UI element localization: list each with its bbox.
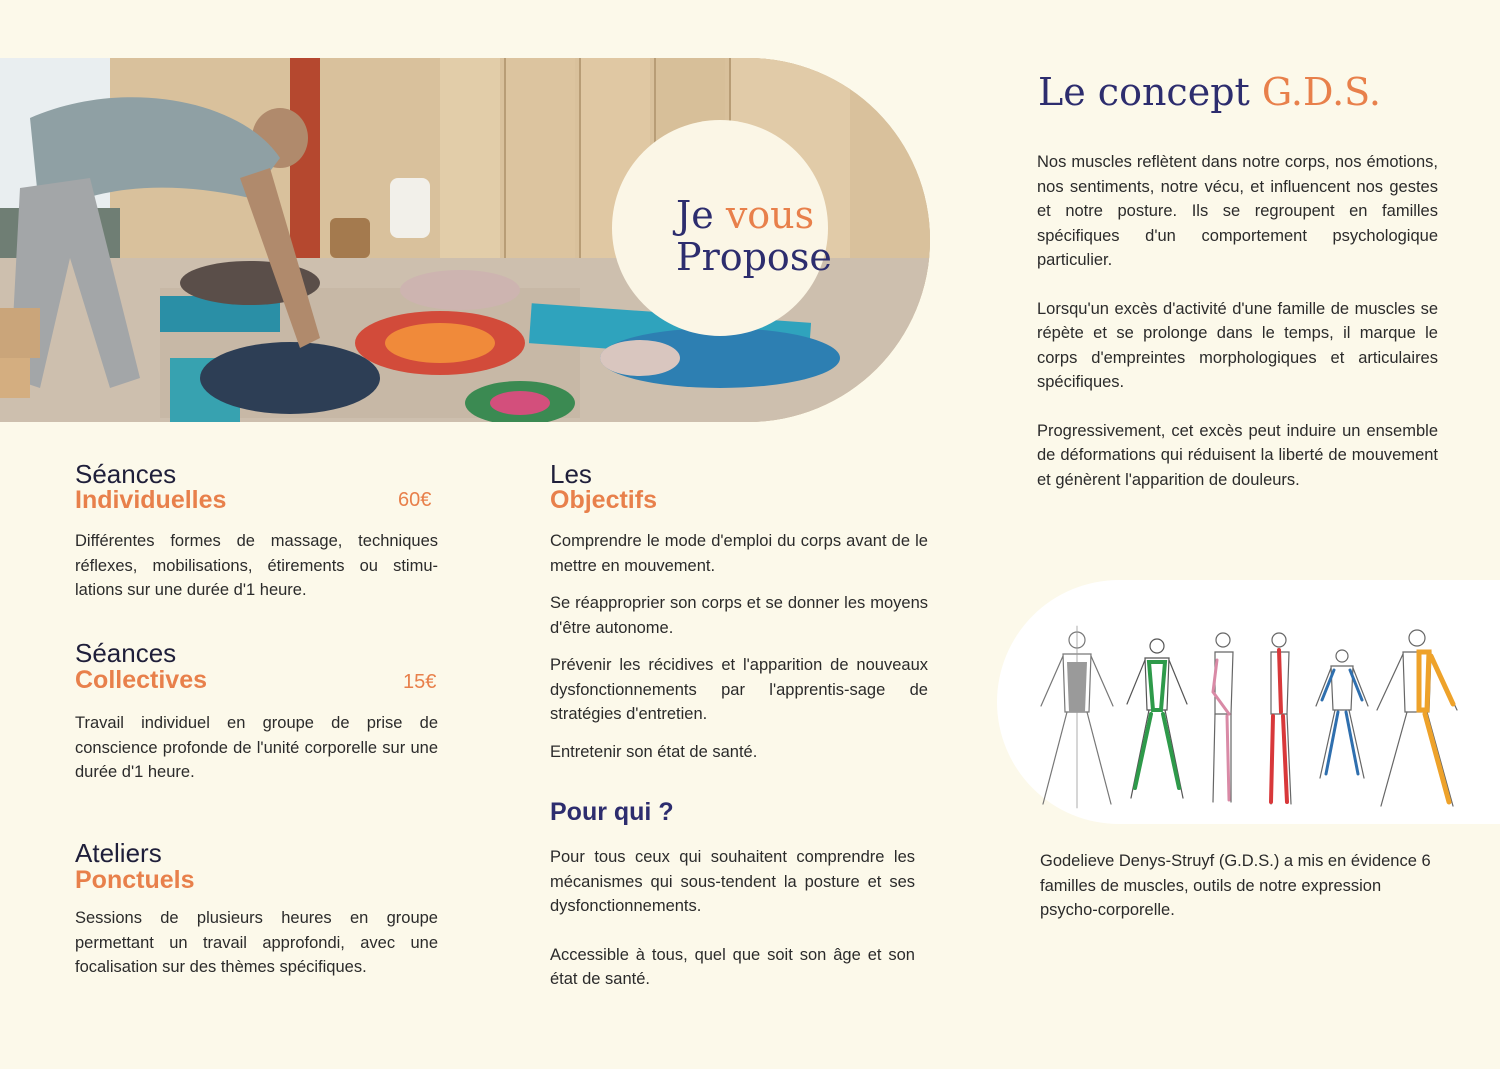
gds-caption: Godelieve Denys-Struyf (G.D.S.) a mis en évidence 6 familles de muscles, outils de notre expression psycho-corporelle. bbox=[1040, 852, 1431, 919]
muscle-families-panel bbox=[997, 580, 1500, 824]
individuelles-text: Différentes formes de massage, techniques réflexes, mobilisations, étirements ou stimu-lations sur une durée d'1 heure. bbox=[75, 532, 438, 599]
collectives-price: 15€ bbox=[403, 671, 437, 693]
propose-title-vous: vous bbox=[725, 193, 815, 237]
ponctuels-title: Ponctuels bbox=[75, 866, 195, 894]
propose-title-je: Je bbox=[676, 193, 714, 237]
concept-title-main: Le concept bbox=[1038, 70, 1250, 114]
individuelles-price: 60€ bbox=[398, 489, 432, 511]
pour-qui-p2: Accessible à tous, quel que soit son âge et son état de santé. bbox=[550, 945, 915, 988]
muscle-families-illustration bbox=[997, 580, 1500, 824]
individuelles-label: Séances bbox=[75, 459, 177, 489]
collectives-label: Séances bbox=[75, 638, 177, 668]
concept-title bbox=[1038, 68, 1458, 116]
collectives-title: Collectives bbox=[75, 666, 208, 694]
propose-title-propose: Propose bbox=[676, 235, 832, 279]
propose-title bbox=[612, 193, 832, 279]
concept-title-gds: G.D.S. bbox=[1261, 70, 1381, 114]
concept-p3: Progressivement, cet excès peut induire un ensemble de déformations qui réduisent la liberté de mouvement et génèrent l'apparition de douleurs. bbox=[1037, 421, 1438, 489]
objectifs-label: Les bbox=[550, 459, 592, 489]
pour-qui-p1: Pour tous ceux qui souhaitent comprendre les mécanismes qui sous-tendent la posture et ses dysfonctionnements. bbox=[550, 848, 915, 915]
objectifs-title: Objectifs bbox=[550, 486, 657, 514]
objectif-item: Entretenir son état de santé. bbox=[550, 742, 758, 761]
objectifs-list bbox=[550, 529, 928, 777]
objectif-item: Comprendre le mode d'emploi du corps avant de le mettre en mouvement. bbox=[550, 532, 928, 575]
pour-qui-text bbox=[550, 845, 915, 992]
objectif-item: Se réapproprier son corps et se donner les moyens d'être autonome. bbox=[550, 594, 928, 637]
collectives-text: Travail individuel en groupe de prise de conscience profonde de l'unité corporelle sur une durée d'1 heure. bbox=[75, 714, 438, 781]
pour-qui-title: Pour qui ? bbox=[550, 798, 674, 826]
individuelles-title: Individuelles bbox=[75, 486, 227, 514]
objectif-item: Prévenir les récidives et l'apparition de nouveaux dysfonctionnements par l'apprentis-sage de stratégies d'entretien. bbox=[550, 656, 928, 723]
concept-p1: Nos muscles reflètent dans notre corps, nos émotions, nos sentiments, notre vécu, et influencent nos gestes et notre posture. Ils se regroupent en familles spécifiques d'un comportement psychologique particulier. bbox=[1037, 153, 1438, 269]
ponctuels-text: Sessions de plusieurs heures en groupe permettant un travail approfondi, avec une focalisation sur des thèmes spécifiques. bbox=[75, 909, 438, 976]
ponctuels-label: Ateliers bbox=[75, 838, 162, 868]
concept-text bbox=[1037, 150, 1438, 516]
concept-p2: Lorsqu'un excès d'activité d'une famille de muscles se répète et se prolonge dans le temps, il marque le corps d'empreintes morphologiques et articulaires spécifiques. bbox=[1037, 299, 1438, 391]
